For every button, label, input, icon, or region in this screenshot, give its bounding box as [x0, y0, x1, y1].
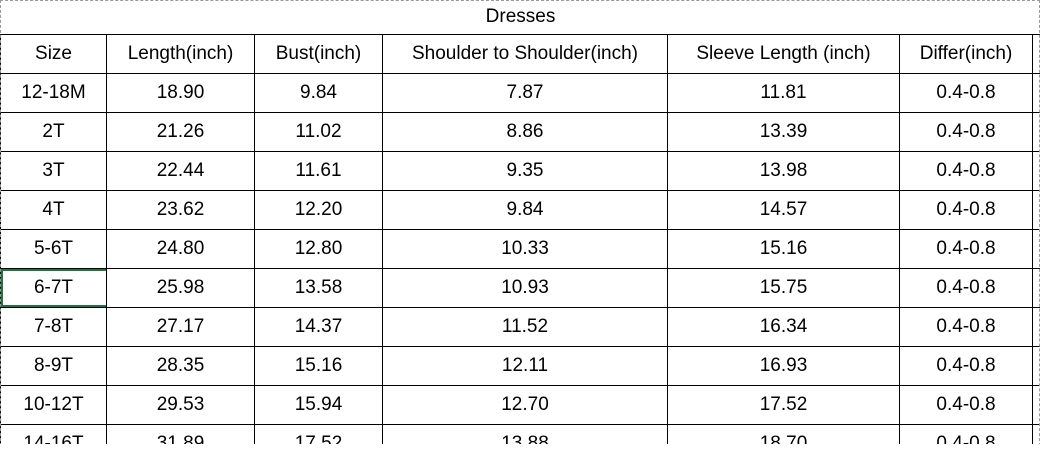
cell-bust[interactable]: 12.80	[255, 230, 383, 269]
cell-size[interactable]: 2T	[1, 113, 107, 152]
table-row	[1, 308, 1040, 347]
cell-sleeve[interactable]: 13.39	[668, 113, 900, 152]
cell-bust[interactable]: 11.61	[255, 152, 383, 191]
cell-shoulder[interactable]: 12.11	[383, 347, 668, 386]
cell-sleeve[interactable]: 15.75	[668, 269, 900, 308]
table-title[interactable]: Dresses	[1, 0, 1040, 35]
cell-shoulder[interactable]: 7.87	[383, 74, 668, 113]
cell-length[interactable]: 25.98	[107, 269, 255, 308]
table-row	[1, 74, 1040, 113]
cell-differ[interactable]: 0.4-0.8	[900, 113, 1033, 152]
cell-shoulder[interactable]: 12.70	[383, 386, 668, 425]
cell-sleeve[interactable]: 14.57	[668, 191, 900, 230]
cell-sleeve[interactable]: 16.34	[668, 308, 900, 347]
cell-length[interactable]: 22.44	[107, 152, 255, 191]
cell-length[interactable]: 21.26	[107, 113, 255, 152]
cell-sleeve[interactable]: 16.93	[668, 347, 900, 386]
table-title-row	[1, 0, 1040, 35]
cell-shoulder[interactable]: 10.33	[383, 230, 668, 269]
table-row	[1, 386, 1040, 425]
cell-differ[interactable]: 0.4-0.8	[900, 74, 1033, 113]
cell-shoulder[interactable]: 10.93	[383, 269, 668, 308]
cell-length[interactable]: 27.17	[107, 308, 255, 347]
cell-shoulder[interactable]: 11.52	[383, 308, 668, 347]
cell-differ[interactable]: 0.4-0.8	[900, 230, 1033, 269]
cell-size[interactable]: 4T	[1, 191, 107, 230]
cell-size[interactable]: 5-6T	[1, 230, 107, 269]
cell-size[interactable]: 8-9T	[1, 347, 107, 386]
table-header-row	[1, 35, 1040, 74]
page-guide-left	[0, 0, 1, 466]
cell-length[interactable]: 29.53	[107, 386, 255, 425]
cell-size-selected[interactable]: 6-7T	[1, 269, 107, 308]
table-row	[1, 230, 1040, 269]
cell-differ[interactable]: 0.4-0.8	[900, 347, 1033, 386]
cell-differ[interactable]: 0.4-0.8	[900, 152, 1033, 191]
column-header-size[interactable]: Size	[1, 35, 107, 74]
cell-bust[interactable]: 14.37	[255, 308, 383, 347]
column-header-differ[interactable]: Differ(inch)	[900, 35, 1033, 74]
cell-length[interactable]: 23.62	[107, 191, 255, 230]
table-row	[1, 347, 1040, 386]
cell-differ[interactable]: 0.4-0.8	[900, 386, 1033, 425]
cell-differ[interactable]: 0.4-0.8	[900, 308, 1033, 347]
table-row	[1, 152, 1040, 191]
page-guide-top	[0, 0, 1040, 1]
cell-differ[interactable]: 0.4-0.8	[900, 191, 1033, 230]
cell-length[interactable]: 24.80	[107, 230, 255, 269]
cell-bust[interactable]: 15.94	[255, 386, 383, 425]
cell-bust[interactable]: 13.58	[255, 269, 383, 308]
cell-length[interactable]: 18.90	[107, 74, 255, 113]
cell-sleeve[interactable]: 15.16	[668, 230, 900, 269]
cell-shoulder[interactable]: 9.35	[383, 152, 668, 191]
table-row	[1, 113, 1040, 152]
cell-shoulder[interactable]: 9.84	[383, 191, 668, 230]
cell-size[interactable]: 3T	[1, 152, 107, 191]
cell-bust[interactable]: 9.84	[255, 74, 383, 113]
cell-sleeve[interactable]: 11.81	[668, 74, 900, 113]
cell-differ[interactable]: 0.4-0.8	[900, 269, 1033, 308]
column-header-shoulder[interactable]: Shoulder to Shoulder(inch)	[383, 35, 668, 74]
table-row	[1, 269, 1040, 308]
cell-shoulder[interactable]: 8.86	[383, 113, 668, 152]
column-header-bust[interactable]: Bust(inch)	[255, 35, 383, 74]
cell-bust[interactable]: 11.02	[255, 113, 383, 152]
cell-length[interactable]: 28.35	[107, 347, 255, 386]
cell-size[interactable]: 10-12T	[1, 386, 107, 425]
column-header-sleeve[interactable]: Sleeve Length (inch)	[668, 35, 900, 74]
table-row	[1, 191, 1040, 230]
cell-sleeve[interactable]: 13.98	[668, 152, 900, 191]
cell-size[interactable]: 12-18M	[1, 74, 107, 113]
cell-bust[interactable]: 15.16	[255, 347, 383, 386]
cell-sleeve[interactable]: 17.52	[668, 386, 900, 425]
column-header-length[interactable]: Length(inch)	[107, 35, 255, 74]
cell-size[interactable]: 7-8T	[1, 308, 107, 347]
cell-bust[interactable]: 12.20	[255, 191, 383, 230]
sheet-bottom-margin	[0, 444, 1040, 466]
